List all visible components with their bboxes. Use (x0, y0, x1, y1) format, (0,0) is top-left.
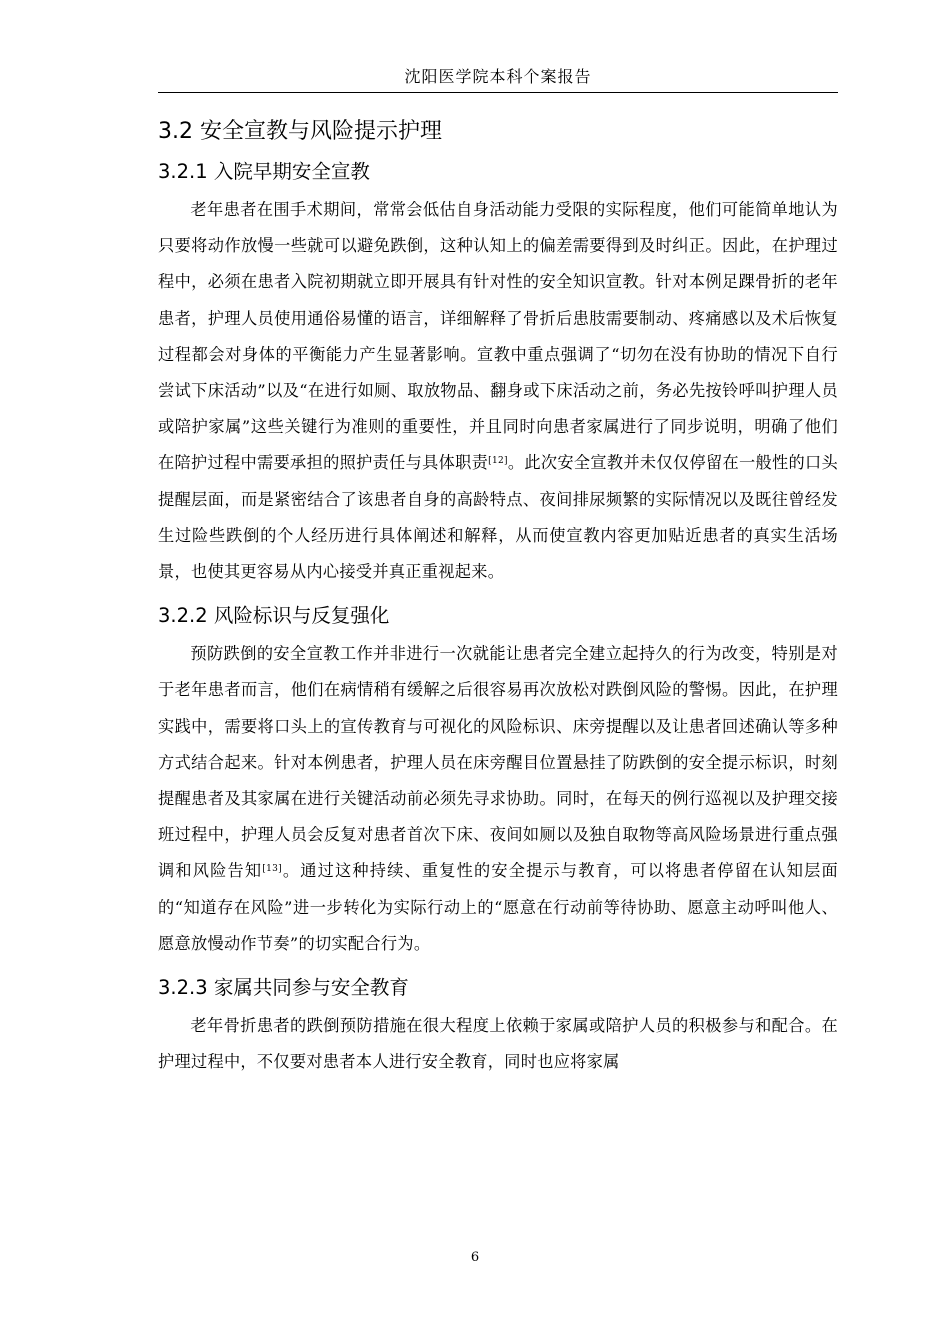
paragraph-text: 老年患者在围手术期间，常常会低估自身活动能力受限的实际程度，他们可能简单地认为只要将动作放慢一些就可以避免跌倒，这种认知上的偏差需要得到及时纠正。因此，在护理过程中，必须在患者入院初期就立即开展具有针对性的安全知识宣教。针对本例足踝骨折的老年患者，护理人员使用通俗易懂的语言，详细解释了骨折后患肢需要制动、疼痛感以及术后恢复过程都会对身体的平衡能力产生显著影响。宣教中重点强调了“切勿在没有协助的情况下自行尝试下床活动”以及“在进行如厕、取放物品、翻身或下床活动之前，务必先按铃呼叫护理人员或陪护家属”这些关键行为准则的重要性，并且同时向患者家属进行了同步说明，明确了他们在陪护过程中需要承担的照护责任与具体职责 (158, 200, 838, 473)
citation-13: [13] (262, 864, 282, 875)
paragraph-3-2-2 (158, 636, 838, 962)
paragraph-3-2-3 (158, 1008, 838, 1080)
subsection-heading-3-2-2: 3.2.2 风险标识与反复强化 (158, 604, 390, 628)
page-header-title: 沈阳医学院本科个案报告 (404, 67, 592, 86)
paragraph-text: 老年骨折患者的跌倒预防措施在很大程度上依赖于家属或陪护人员的积极参与和配合。在护理过程中，不仅要对患者本人进行安全教育，同时也应将家属 (158, 1016, 838, 1072)
subsection-heading-3-2-3: 3.2.3 家属共同参与安全教育 (158, 976, 409, 1000)
citation-12: [12] (488, 456, 508, 467)
paragraph-3-2-1 (158, 192, 838, 590)
subsection-heading-3-2-1: 3.2.1 入院早期安全宣教 (158, 160, 370, 183)
page-content (158, 112, 838, 1086)
paragraph-text: 。此次安全宣教并未仅仅停留在一般性的口头提醒层面，而是紧密结合了该患者自身的高龄特点、夜间排尿频繁的实际情况以及既往曾经发生过险些跌倒的个人经历进行具体阐述和解释，从而使宣教内容更加贴近患者的真实生活场景，也使其更容易从内心接受并真正重视起来。 (158, 453, 838, 582)
section-heading-3-2: 3.2 安全宣教与风险提示护理 (158, 119, 442, 144)
page-number: 6 (470, 1250, 480, 1265)
header-rule (158, 92, 838, 93)
paragraph-text: 。通过这种持续、重复性的安全提示与教育，可以将患者停留在认知层面的“知道存在风险”进一步转化为实际行动上的“愿意在行动前等待协助、愿意主动呼叫他人、愿意放慢动作节奏”的切实配合行为。 (158, 861, 838, 953)
paragraph-text: 预防跌倒的安全宣教工作并非进行一次就能让患者完全建立起持久的行为改变，特别是对于老年患者而言，他们在病情稍有缓解之后很容易再次放松对跌倒风险的警惕。因此，在护理实践中，需要将口头上的宣传教育与可视化的风险标识、床旁提醒以及让患者回述确认等多种方式结合起来。针对本例患者，护理人员在床旁醒目位置悬挂了防跌倒的安全提示标识，时刻提醒患者及其家属在进行关键活动前必须先寻求协助。同时，在每天的例行巡视以及护理交接班过程中，护理人员会反复对患者首次下床、夜间如厕以及独自取物等高风险场景进行重点强调和风险告知 (158, 644, 838, 881)
